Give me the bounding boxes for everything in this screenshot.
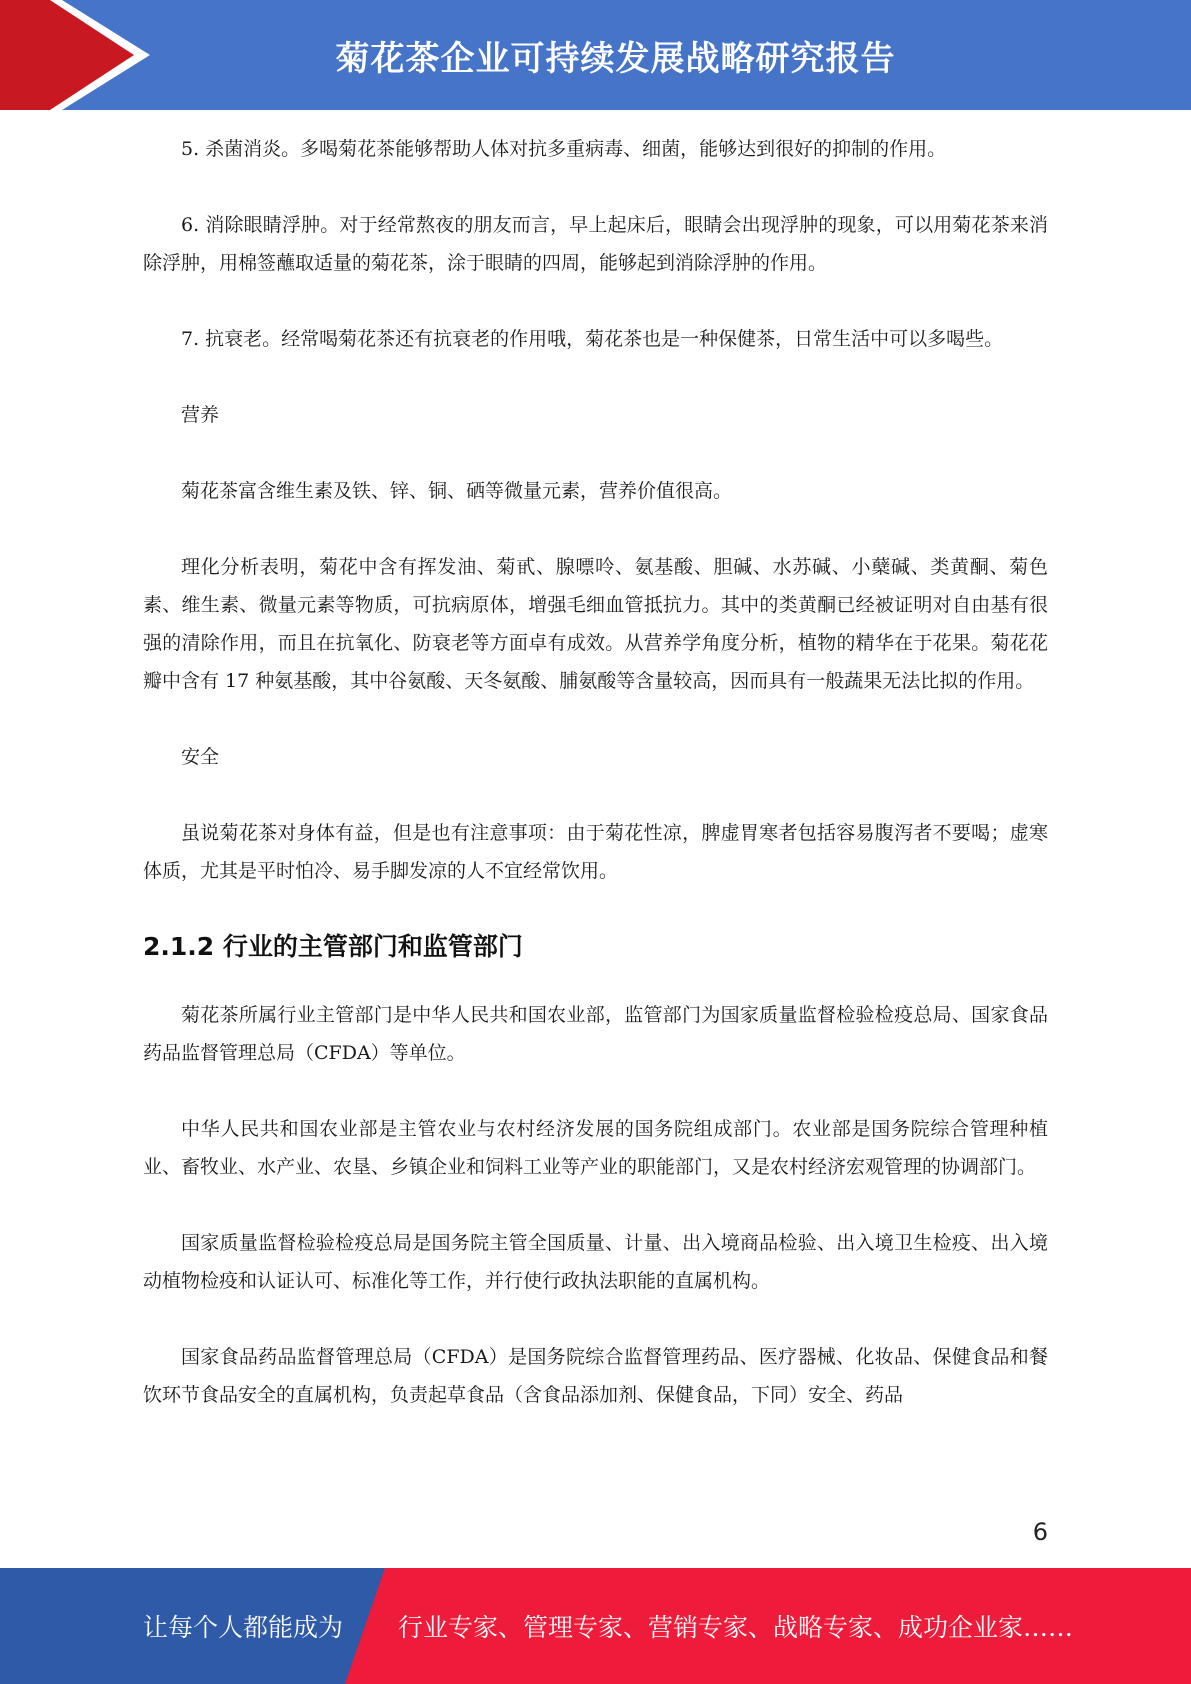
paragraph: 虽说菊花茶对身体有益，但是也有注意事项：由于菊花性凉，脾虚胃寒者包括容易腹泻者不要喝；虚寒体质，尤其是平时怕冷、易手脚发凉的人不宜经常饮用。 [143,822,1048,882]
paragraph: 7. 抗衰老。经常喝菊花茶还有抗衰老的作用哦，菊花茶也是一种保健茶，日常生活中可以多喝些。 [181,328,1004,350]
report-title: 菊花茶企业可持续发展战略研究报告 [335,38,896,79]
paragraph: 菊花茶富含维生素及铁、锌、铜、硒等微量元素，营养价值很高。 [181,480,733,502]
paragraph: 6. 消除眼睛浮肿。对于经常熬夜的朋友而言，早上起床后，眼睛会出现浮肿的现象，可以用菊花茶来消除浮肿，用棉签蘸取适量的菊花茶，涂于眼睛的四周，能够起到消除浮肿的作用。 [143,214,1048,274]
page-header [0,0,1191,110]
section-heading: 2.1.2 行业的主管部门和监管部门 [143,932,523,961]
header-chevron-icon [0,0,160,110]
paragraph: 5. 杀菌消炎。多喝菊花茶能够帮助人体对抗多重病毒、细菌，能够达到很好的抑制的作用。 [181,138,947,160]
paragraph: 菊花茶所属行业主管部门是中华人民共和国农业部，监管部门为国家质量监督检验检疫总局、国家食品药品监督管理总局（CFDA）等单位。 [143,1004,1048,1064]
subsection-label: 营养 [181,404,220,426]
footer-slogan-right: 行业专家、管理专家、营销专家、战略专家、成功企业家…… [398,1613,1074,1642]
paragraph: 理化分析表明，菊花中含有挥发油、菊甙、腺嘌呤、氨基酸、胆碱、水苏碱、小蘖碱、类黄酮、菊色素、维生素、微量元素等物质，可抗病原体，增强毛细血管抵抗力。其中的类黄酮已经被证明对自由基有很强的清除作用，而且在抗氧化、防衰老等方面卓有成效。从营养学角度分析，植物的精华在于花果。菊花花瓣中含有 17 种氨基酸，其中谷氨酸、天冬氨酸、脯氨酸等含量较高，因而具有一般蔬果无法比拟的作用。 [143,556,1048,692]
paragraph: 国家食品药品监督管理总局（CFDA）是国务院综合监督管理药品、医疗器械、化妆品、保健食品和餐饮环节食品安全的直属机构，负责起草食品（含食品添加剂、保健食品，下同）安全、药品 [143,1346,1048,1406]
paragraph: 中华人民共和国农业部是主管农业与农村经济发展的国务院组成部门。农业部是国务院综合管理种植业、畜牧业、水产业、农垦、乡镇企业和饲料工业等产业的职能部门，又是农村经济宏观管理的协调部门。 [143,1118,1048,1178]
subsection-label: 安全 [181,746,220,768]
page-footer [0,1568,1191,1684]
document-body [143,130,1048,1452]
footer-slogan-left: 让每个人都能成为 [143,1613,344,1642]
page-number: 6 [1032,1518,1048,1546]
paragraph: 国家质量监督检验检疫总局是国务院主管全国质量、计量、出入境商品检验、出入境卫生检疫、出入境动植物检疫和认证认可、标准化等工作，并行使行政执法职能的直属机构。 [143,1232,1048,1292]
